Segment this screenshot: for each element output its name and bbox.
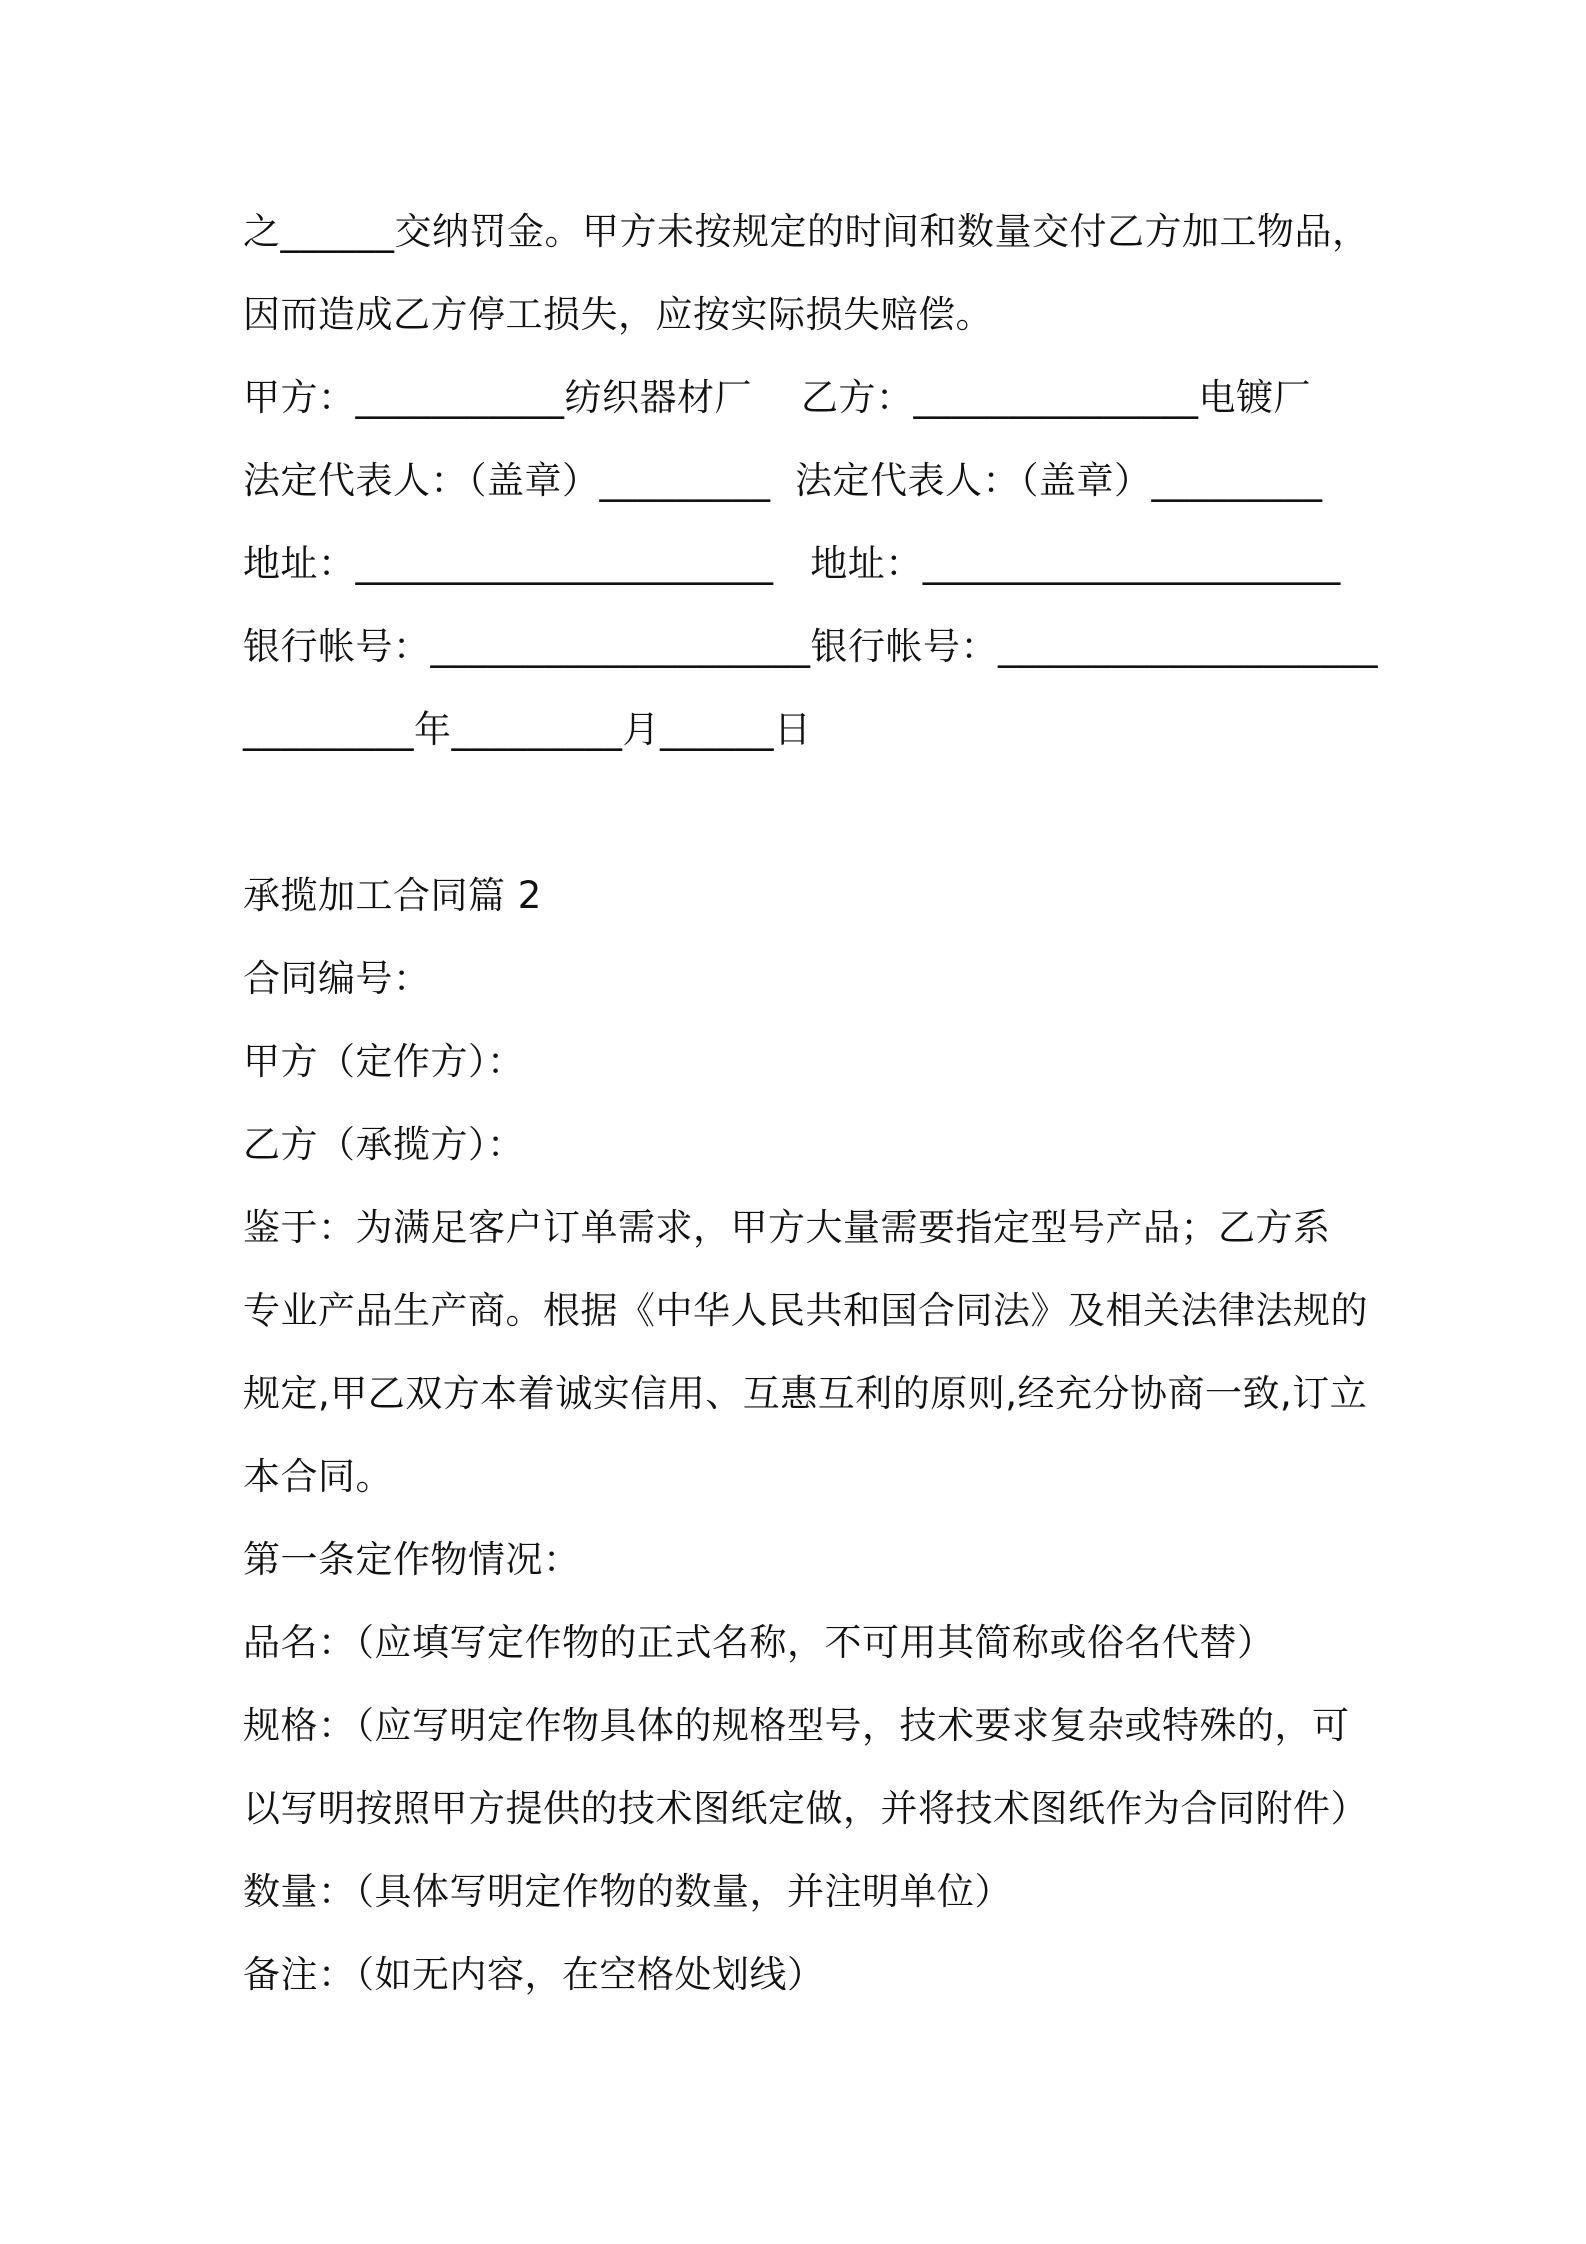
party-signature-line: 甲方：___________纺织器材厂 乙方：_______________电镀厂 — [243, 376, 1312, 419]
specification-line-2: 以写明按照甲方提供的技术图纸定做，并将技术图纸作为合同附件） — [243, 1787, 1368, 1830]
preamble-line-4: 本合同。 — [243, 1455, 393, 1498]
penalty-clause-line-2: 因而造成乙方停工损失，应按实际损失赔偿。 — [243, 293, 993, 336]
bank-account-line: 银行帐号：____________________银行帐号：____________________ — [243, 625, 1378, 668]
article-1-title: 第一条定作物情况： — [243, 1538, 581, 1581]
quantity-line: 数量：（具体写明定作物的数量，并注明单位） — [243, 1870, 1012, 1913]
penalty-clause-line-1: 之______交纳罚金。甲方未按规定的时间和数量交付乙方加工物品， — [243, 210, 1370, 253]
preamble-line-2: 专业产品生产商。根据《中华人民共和国合同法》及相关法律法规的 — [243, 1289, 1368, 1332]
date-line: _________年_________月______日 — [243, 708, 812, 751]
legal-representative-line: 法定代表人：（盖章）_________ 法定代表人：（盖章）_________ — [243, 459, 1323, 502]
contract-number-label: 合同编号： — [243, 957, 431, 1000]
party-b-label: 乙方（承揽方）： — [243, 1123, 525, 1166]
preamble-line-1: 鉴于：为满足客户订单需求，甲方大量需要指定型号产品；乙方系 — [243, 1206, 1331, 1249]
address-line: 地址：______________________ 地址：______________________ — [243, 542, 1341, 585]
party-a-label: 甲方（定作方）： — [243, 1040, 525, 1083]
product-name-line: 品名：（应填写定作物的正式名称，不可用其简称或俗名代替） — [243, 1621, 1275, 1664]
preamble-line-3: 规定,甲乙双方本着诚实信用、互惠互利的原则,经充分协商一致,订立 — [243, 1372, 1368, 1415]
specification-line-1: 规格：（应写明定作物具体的规格型号，技术要求复杂或特殊的，可 — [243, 1704, 1350, 1747]
contract-title: 承揽加工合同篇 2 — [243, 874, 542, 917]
remarks-line: 备注：（如无内容，在空格处划线） — [243, 1953, 825, 1996]
